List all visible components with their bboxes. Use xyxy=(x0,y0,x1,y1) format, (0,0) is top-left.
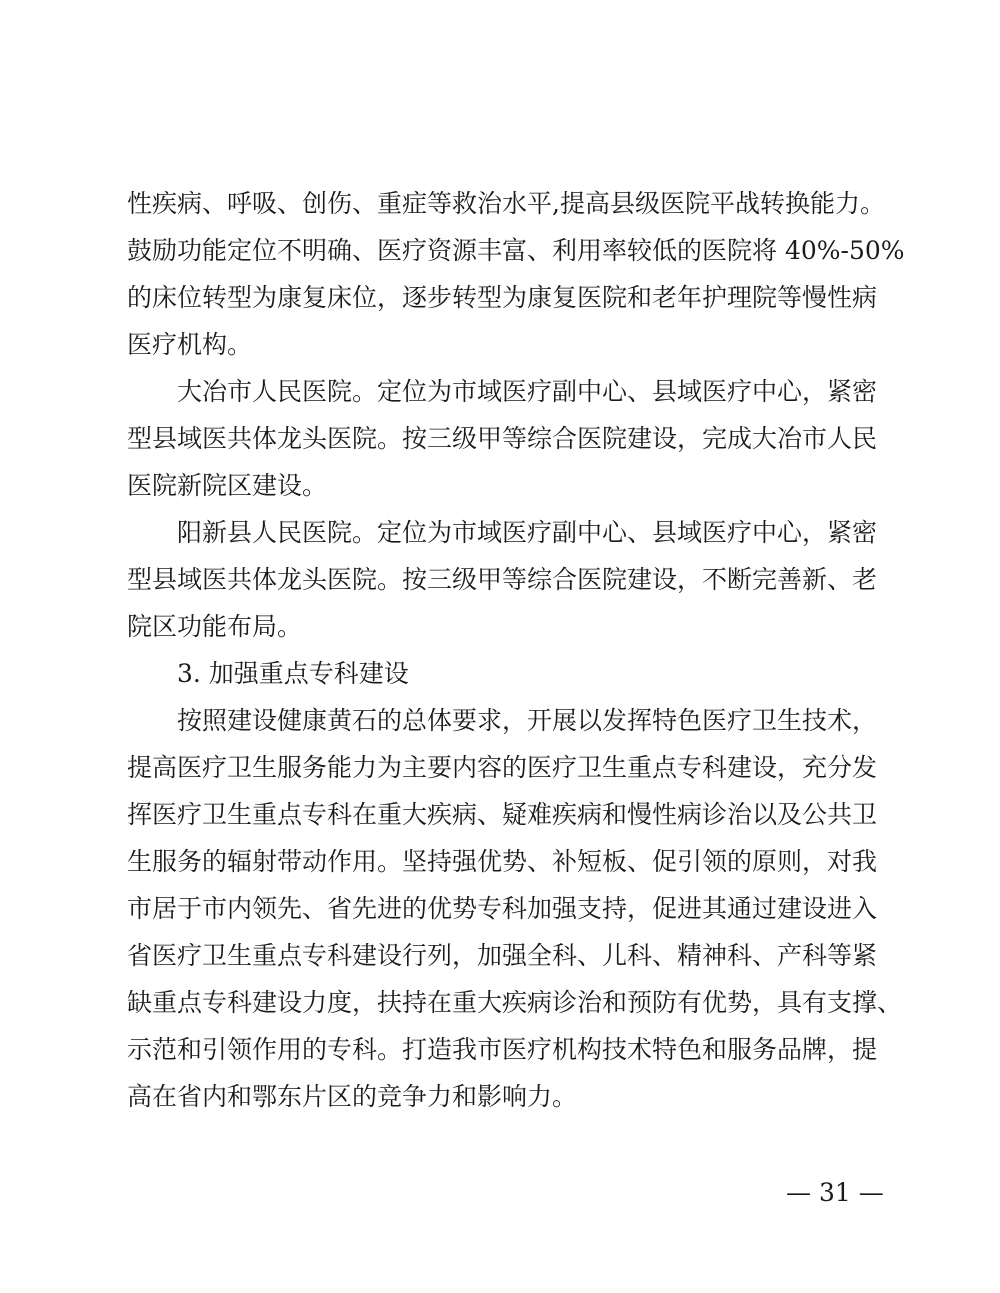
text-line: 提高医疗卫生服务能力为主要内容的医疗卫生重点专科建设，充分发 xyxy=(127,753,878,782)
text-line: 挥医疗卫生重点专科在重大疾病、疑难疾病和慢性病诊治以及公共卫 xyxy=(127,800,878,829)
text-line: 市居于市内领先、省先进的优势专科加强支持，促进其通过建设进入 xyxy=(127,894,878,923)
text-line: 3. 加强重点专科建设 xyxy=(177,659,409,688)
text-line: 缺重点专科建设力度，扶持在重大疾病诊治和预防有优势，具有支撑、 xyxy=(127,988,903,1017)
text-line: 型县域医共体龙头医院。按三级甲等综合医院建设，不断完善新、老 xyxy=(127,565,878,594)
text-line: 生服务的辐射带动作用。坚持强优势、补短板、促引领的原则，对我 xyxy=(127,847,878,876)
text-line: 医疗机构。 xyxy=(127,330,253,359)
text-line: 高在省内和鄂东片区的竞争力和影响力。 xyxy=(127,1082,578,1111)
text-line: 性疾病、呼吸、创伤、重症等救治水平,提高县级医院平战转换能力。 xyxy=(127,189,885,218)
text-line: 按照建设健康黄石的总体要求，开展以发挥特色医疗卫生技术， xyxy=(177,706,878,735)
text-line: 院区功能布局。 xyxy=(127,612,303,641)
text-line: 示范和引领作用的专科。打造我市医疗机构技术特色和服务品牌，提 xyxy=(127,1035,878,1064)
text-line: 阳新县人民医院。定位为市域医疗副中心、县域医疗中心，紧密 xyxy=(177,518,878,547)
text-line: 型县域医共体龙头医院。按三级甲等综合医院建设，完成大冶市人民 xyxy=(127,424,878,453)
text-line: 的床位转型为康复床位，逐步转型为康复医院和老年护理院等慢性病 xyxy=(127,283,878,312)
body-text xyxy=(127,180,905,1120)
text-line: 鼓励功能定位不明确、医疗资源丰富、利用率较低的医院将 40%-50% xyxy=(127,236,905,265)
page-number: — 31 — xyxy=(786,1178,884,1207)
text-line: 医院新院区建设。 xyxy=(127,471,328,500)
text-line: 省医疗卫生重点专科建设行列，加强全科、儿科、精神科、产科等紧 xyxy=(127,941,878,970)
text-line: 大冶市人民医院。定位为市域医疗副中心、县域医疗中心，紧密 xyxy=(177,377,878,406)
